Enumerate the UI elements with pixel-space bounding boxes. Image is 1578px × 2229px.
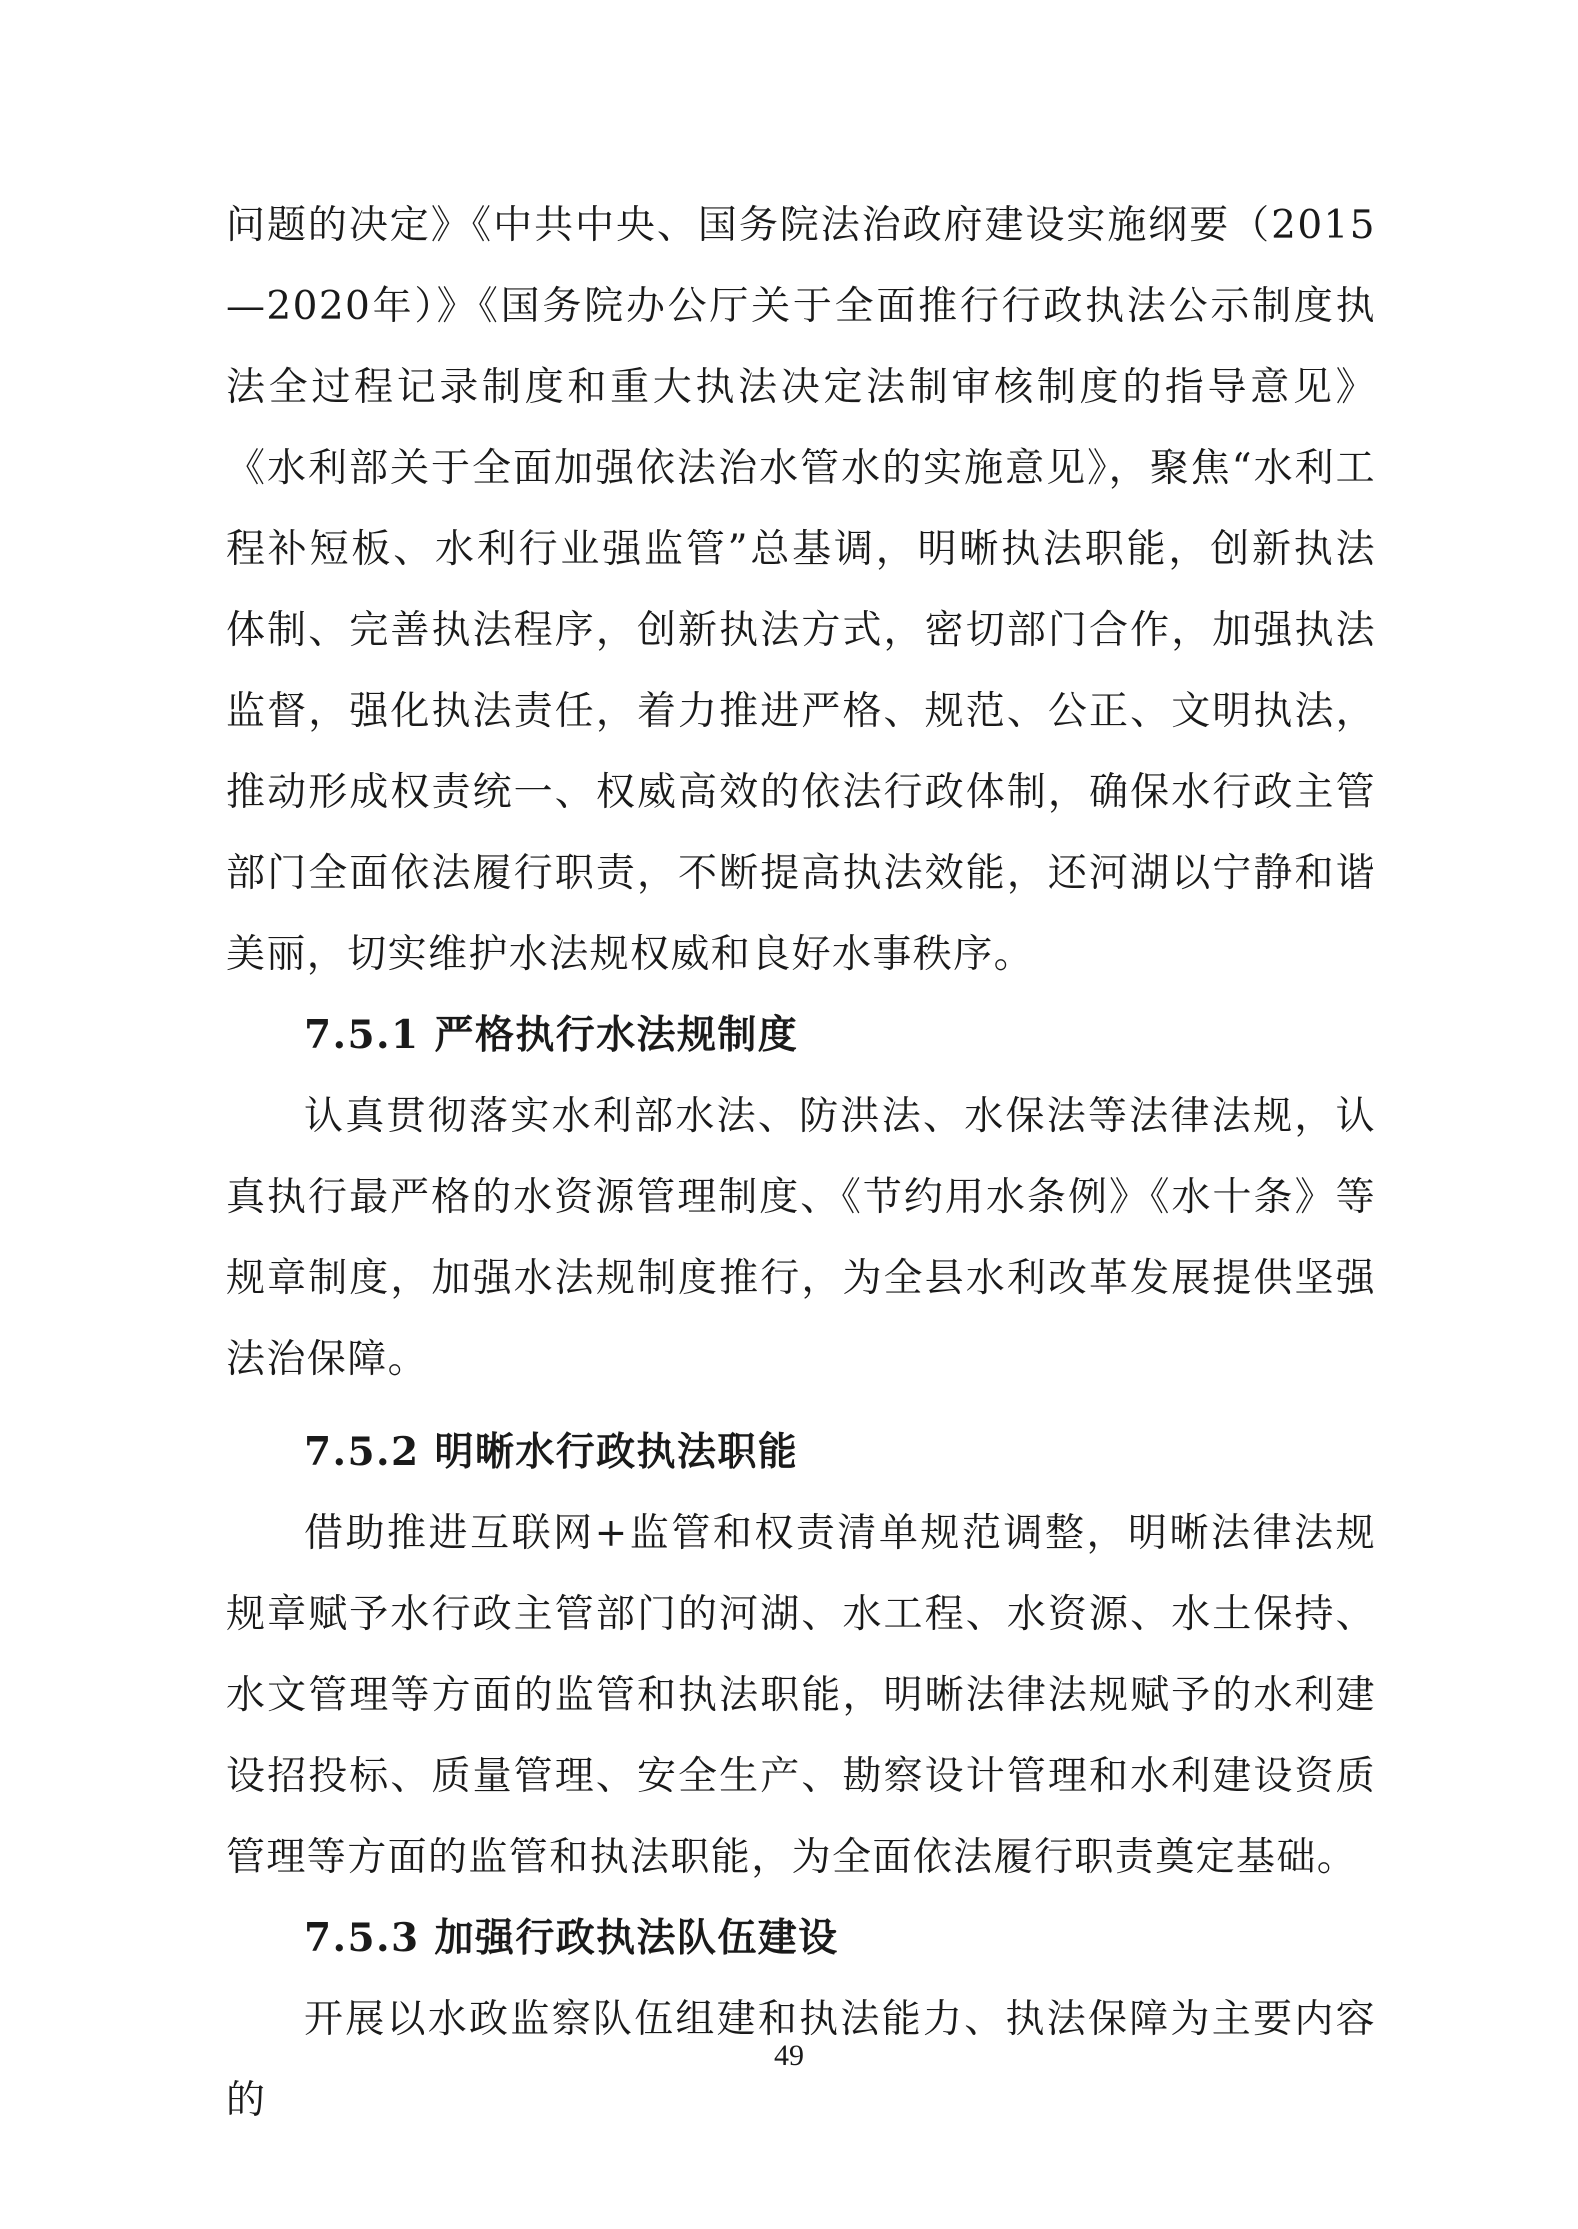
body-paragraph-3: 借助推进互联网+监管和权责清单规范调整，明晰法律法规规章赋予水行政主管部门的河湖、水工程、水资源、水土保持、水文管理等方面的监管和执法职能，明晰法律法规赋予的水利建设招投标、质量管理、安全生产、勘察设计管理和水利建设资质管理等方面的监管和执法职能，为全面依法履行职责奠定基础。 — [226, 1511, 1376, 1880]
body-paragraph-2: 认真贯彻落实水利部水法、防洪法、水保法等法律法规，认真执行最严格的水资源管理制度、《节约用水条例》《水十条》等规章制度，加强水法规制度推行，为全县水利改革发展提供坚强法治保障。 — [226, 1094, 1376, 1382]
body-paragraph-1: 问题的决定》《中共中央、国务院法治政府建设实施纲要（2015—2020年）》《国务院办公厅关于全面推行行政执法公示制度执法全过程记录制度和重大执法决定法制审核制度的指导意见》《水利部关于全面加强依法治水管水的实施意见》，聚焦“水利工程补短板、水利行业强监管”总基调，明晰执法职能，创新执法体制、完善执法程序，创新执法方式，密切部门合作，加强执法监督，强化执法责任，着力推进严格、规范、公正、文明执法，推动形成权责统一、权威高效的依法行政体制，确保水行政主管部门全面依法履行职责，不断提高执法效能，还河湖以宁静和谐美丽，切实维护水法规权威和良好水事秩序。 — [226, 203, 1376, 977]
section-heading-7-5-3: 7.5.3 加强行政执法队伍建设 — [304, 1915, 839, 1961]
section-heading-7-5-1: 7.5.1 严格执行水法规制度 — [304, 1012, 799, 1058]
page-body — [226, 185, 1376, 2141]
section-heading-7-5-2: 7.5.2 明晰水行政执法职能 — [304, 1429, 799, 1475]
page-number: 49 — [774, 2039, 804, 2072]
body-paragraph-4: 开展以水政监察队伍组建和执法能力、执法保障为主要内容的 — [226, 1997, 1376, 2123]
